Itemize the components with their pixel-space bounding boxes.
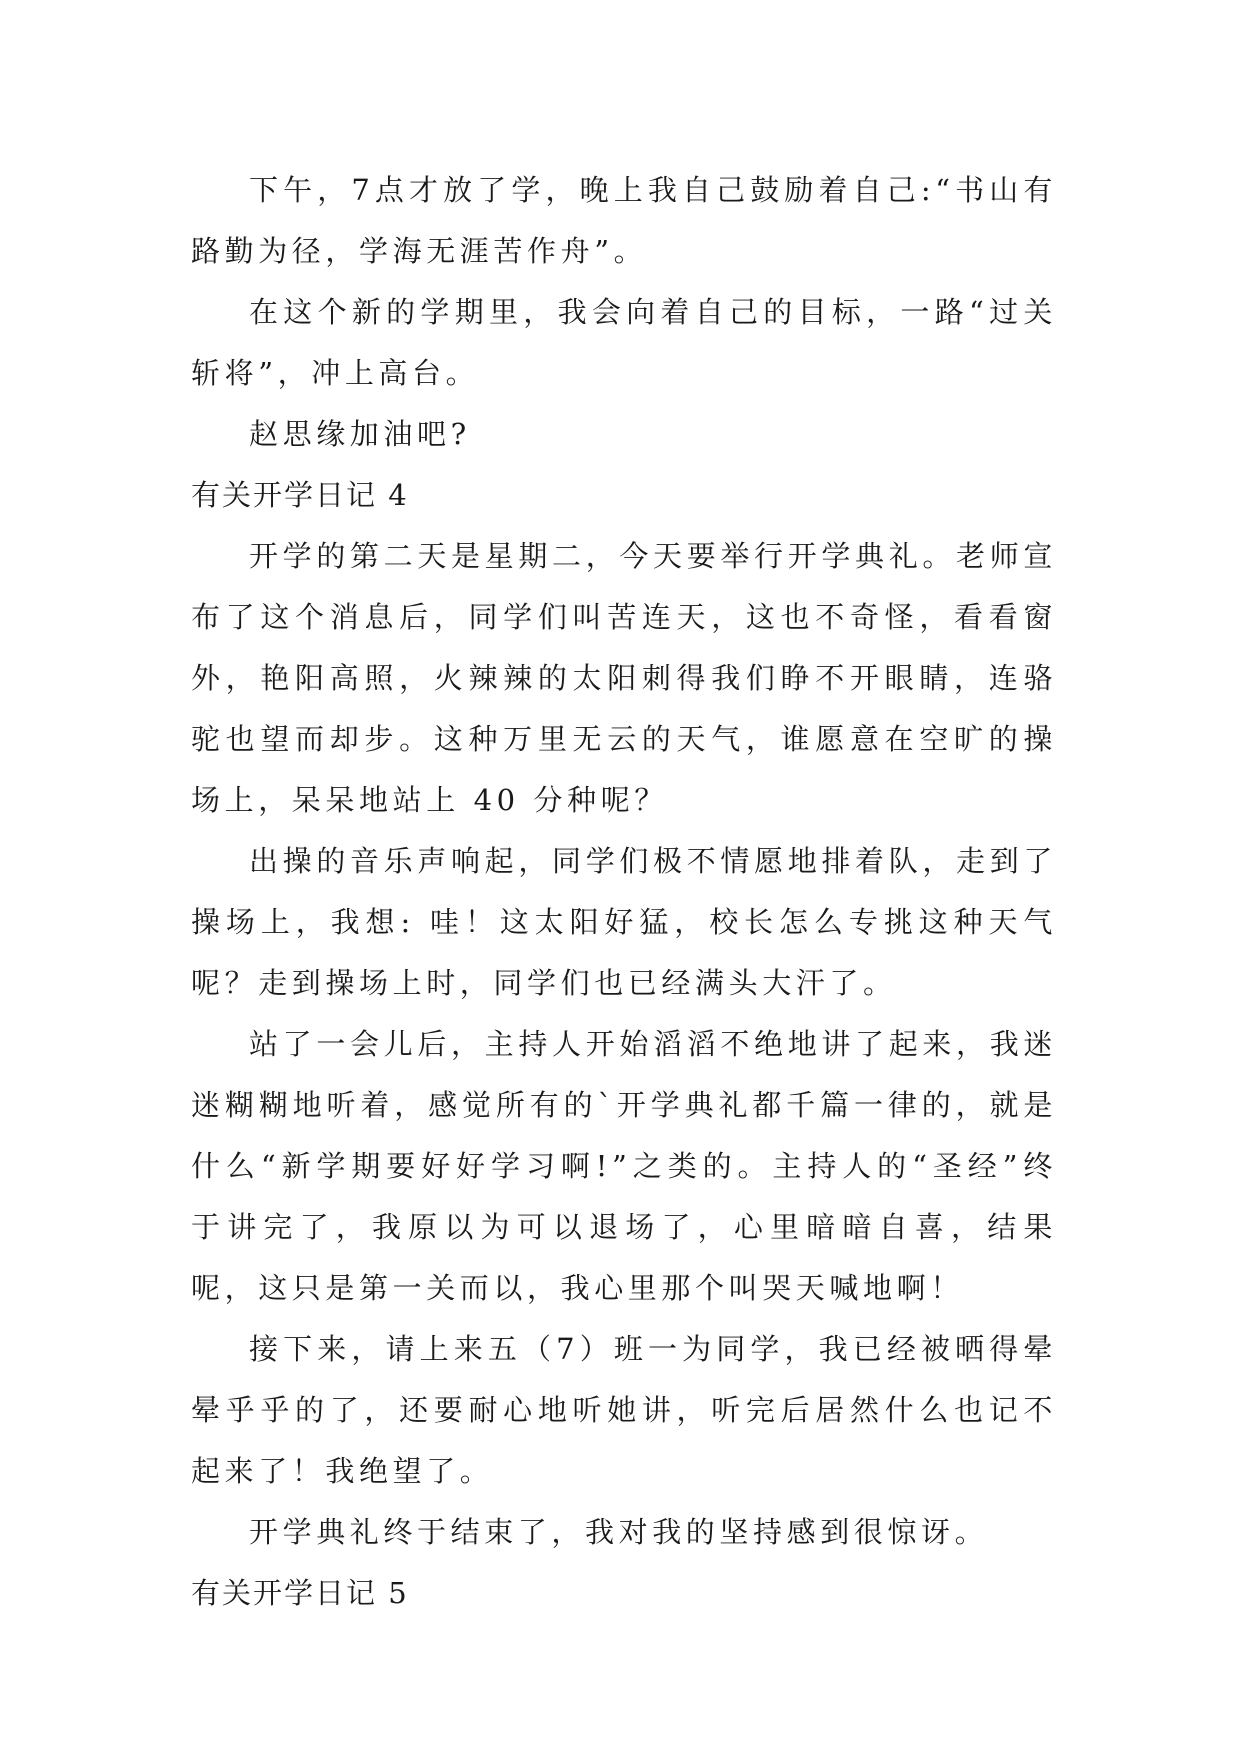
paragraph: 开学典礼终于结束了，我对我的坚持感到很惊讶。 xyxy=(249,1515,989,1549)
document-body xyxy=(191,160,1057,1624)
paragraph: 在这个新的学期里，我会向着自己的目标，一路“过关斩将”，冲上高台。 xyxy=(191,295,1057,390)
section-heading: 有关开学日记 5 xyxy=(191,1576,409,1610)
paragraph: 赵思缘加油吧? xyxy=(249,417,471,451)
section-heading: 有关开学日记 4 xyxy=(191,478,409,512)
paragraph: 站了一会儿后，主持人开始滔滔不绝地讲了起来，我迷迷糊糊地听着，感觉所有的`开学典礼都千篇一律的，就是什么“新学期要好好学习啊!”之类的。主持人的“圣经”终于讲完了，我原以为可以退场了，心里暗暗自喜，结果呢，这只是第一关而以，我心里那个叫哭天喊地啊！ xyxy=(191,1027,1057,1305)
paragraph: 出操的音乐声响起，同学们极不情愿地排着队，走到了操场上，我想: 哇！这太阳好猛，校长怎么专挑这种天气呢？走到操场上时，同学们也已经满头大汗了。 xyxy=(191,844,1057,1000)
paragraph: 开学的第二天是星期二，今天要举行开学典礼。老师宣布了这个消息后，同学们叫苦连天，这也不奇怪，看看窗外，艳阳高照，火辣辣的太阳刺得我们睁不开眼睛，连骆驼也望而却步。这种万里无云的天气，谁愿意在空旷的操场上，呆呆地站上 40 分种呢？ xyxy=(191,539,1057,817)
paragraph: 接下来，请上来五（7）班一为同学，我已经被晒得晕晕乎乎的了，还要耐心地听她讲，听完后居然什么也记不起来了！我绝望了。 xyxy=(191,1332,1057,1488)
paragraph: 下午，7点才放了学，晚上我自己鼓励着自己:“书山有路勤为径，学海无涯苦作舟”。 xyxy=(191,173,1057,268)
